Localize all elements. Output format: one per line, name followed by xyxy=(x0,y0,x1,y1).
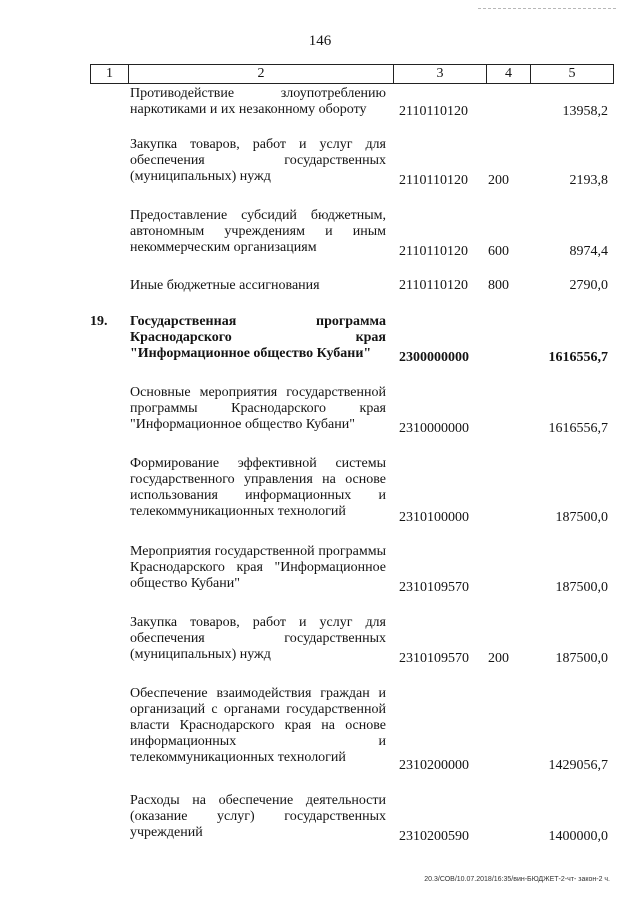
row-code: 2310000000 xyxy=(399,421,469,436)
table-row xyxy=(92,137,612,189)
table-row xyxy=(92,615,612,667)
row-amount: 1429056,7 xyxy=(548,758,608,773)
page-number: 146 xyxy=(308,33,332,49)
row-name: Расходы на обеспечение деятельности (оказание услуг) государственных учреждений xyxy=(130,793,386,840)
row-amount: 13958,2 xyxy=(562,104,608,119)
row-number: 19. xyxy=(90,314,108,329)
header-col-5: 5 xyxy=(568,66,576,81)
row-amount: 1400000,0 xyxy=(548,829,608,844)
document-footer: 20.3/СОВ/10.07.2018/16:35/вин-БЮДЖЕТ-2-чт- закон-2 ч. xyxy=(424,876,610,883)
row-amount: 187500,0 xyxy=(555,580,608,595)
row-code: 2310100000 xyxy=(399,510,469,525)
table-row xyxy=(92,314,612,366)
table-row xyxy=(92,278,612,296)
row-name: Основные мероприятия государственной программы Краснодарского края "Информационное общество Кубани" xyxy=(130,385,386,432)
table-row xyxy=(92,544,612,596)
row-expense-type: 800 xyxy=(488,278,509,293)
row-amount: 2790,0 xyxy=(569,278,608,293)
table-row xyxy=(92,456,612,526)
row-name: Противодействие злоупотреблению наркотиками и их незаконному обороту xyxy=(130,86,386,117)
table-header xyxy=(90,64,614,84)
header-col-1: 1 xyxy=(91,65,129,83)
row-code: 2110110120 xyxy=(399,173,468,188)
table-row xyxy=(92,385,612,437)
row-expense-type: 200 xyxy=(488,173,509,188)
top-edge-mark xyxy=(478,8,616,9)
row-name: Закупка товаров, работ и услуг для обеспечения государственных (муниципальных) нужд xyxy=(130,615,386,662)
table-row xyxy=(92,86,612,120)
row-name: Государственная программа Краснодарского края "Информационное общество Кубани" xyxy=(130,314,386,361)
row-name: Обеспечение взаимодействия граждан и организаций с органами государственной власти Краснодарского края на основе информационных и телекоммуникационных технологий xyxy=(130,686,386,765)
row-name: Закупка товаров, работ и услуг для обеспечения государственных (муниципальных) нужд xyxy=(130,137,386,184)
row-code: 2310200590 xyxy=(399,829,469,844)
row-amount: 8974,4 xyxy=(569,244,608,259)
row-expense-type: 600 xyxy=(488,244,509,259)
row-code: 2310109570 xyxy=(399,580,469,595)
row-amount: 1616556,7 xyxy=(548,350,608,365)
table-row xyxy=(92,686,612,774)
row-code: 2300000000 xyxy=(399,350,469,365)
table-row xyxy=(92,208,612,260)
row-name: Иные бюджетные ассигнования xyxy=(130,278,320,293)
row-code: 2110110120 xyxy=(399,244,468,259)
row-amount: 1616556,7 xyxy=(548,421,608,436)
header-col-3: 3 xyxy=(394,65,487,83)
row-code: 2110110120 xyxy=(399,104,468,119)
row-code: 2310109570 xyxy=(399,651,469,666)
header-col-2: 2 xyxy=(129,65,394,83)
table-row xyxy=(92,793,612,845)
row-amount: 187500,0 xyxy=(555,651,608,666)
row-code: 2310200000 xyxy=(399,758,469,773)
row-name: Предоставление субсидий бюджетным, автономным учреждениям и иным некоммерческим организациям xyxy=(130,208,386,255)
header-col-4: 4 xyxy=(487,65,531,83)
row-expense-type: 200 xyxy=(488,651,509,666)
row-code: 2110110120 xyxy=(399,278,468,293)
row-name: Мероприятия государственной программы Краснодарского края "Информационное общество Кубани" xyxy=(130,544,386,591)
row-amount: 2193,8 xyxy=(569,173,608,188)
row-name: Формирование эффективной системы государственного управления на основе использования информационных и телекоммуникационных технологий xyxy=(130,456,386,519)
row-amount: 187500,0 xyxy=(555,510,608,525)
